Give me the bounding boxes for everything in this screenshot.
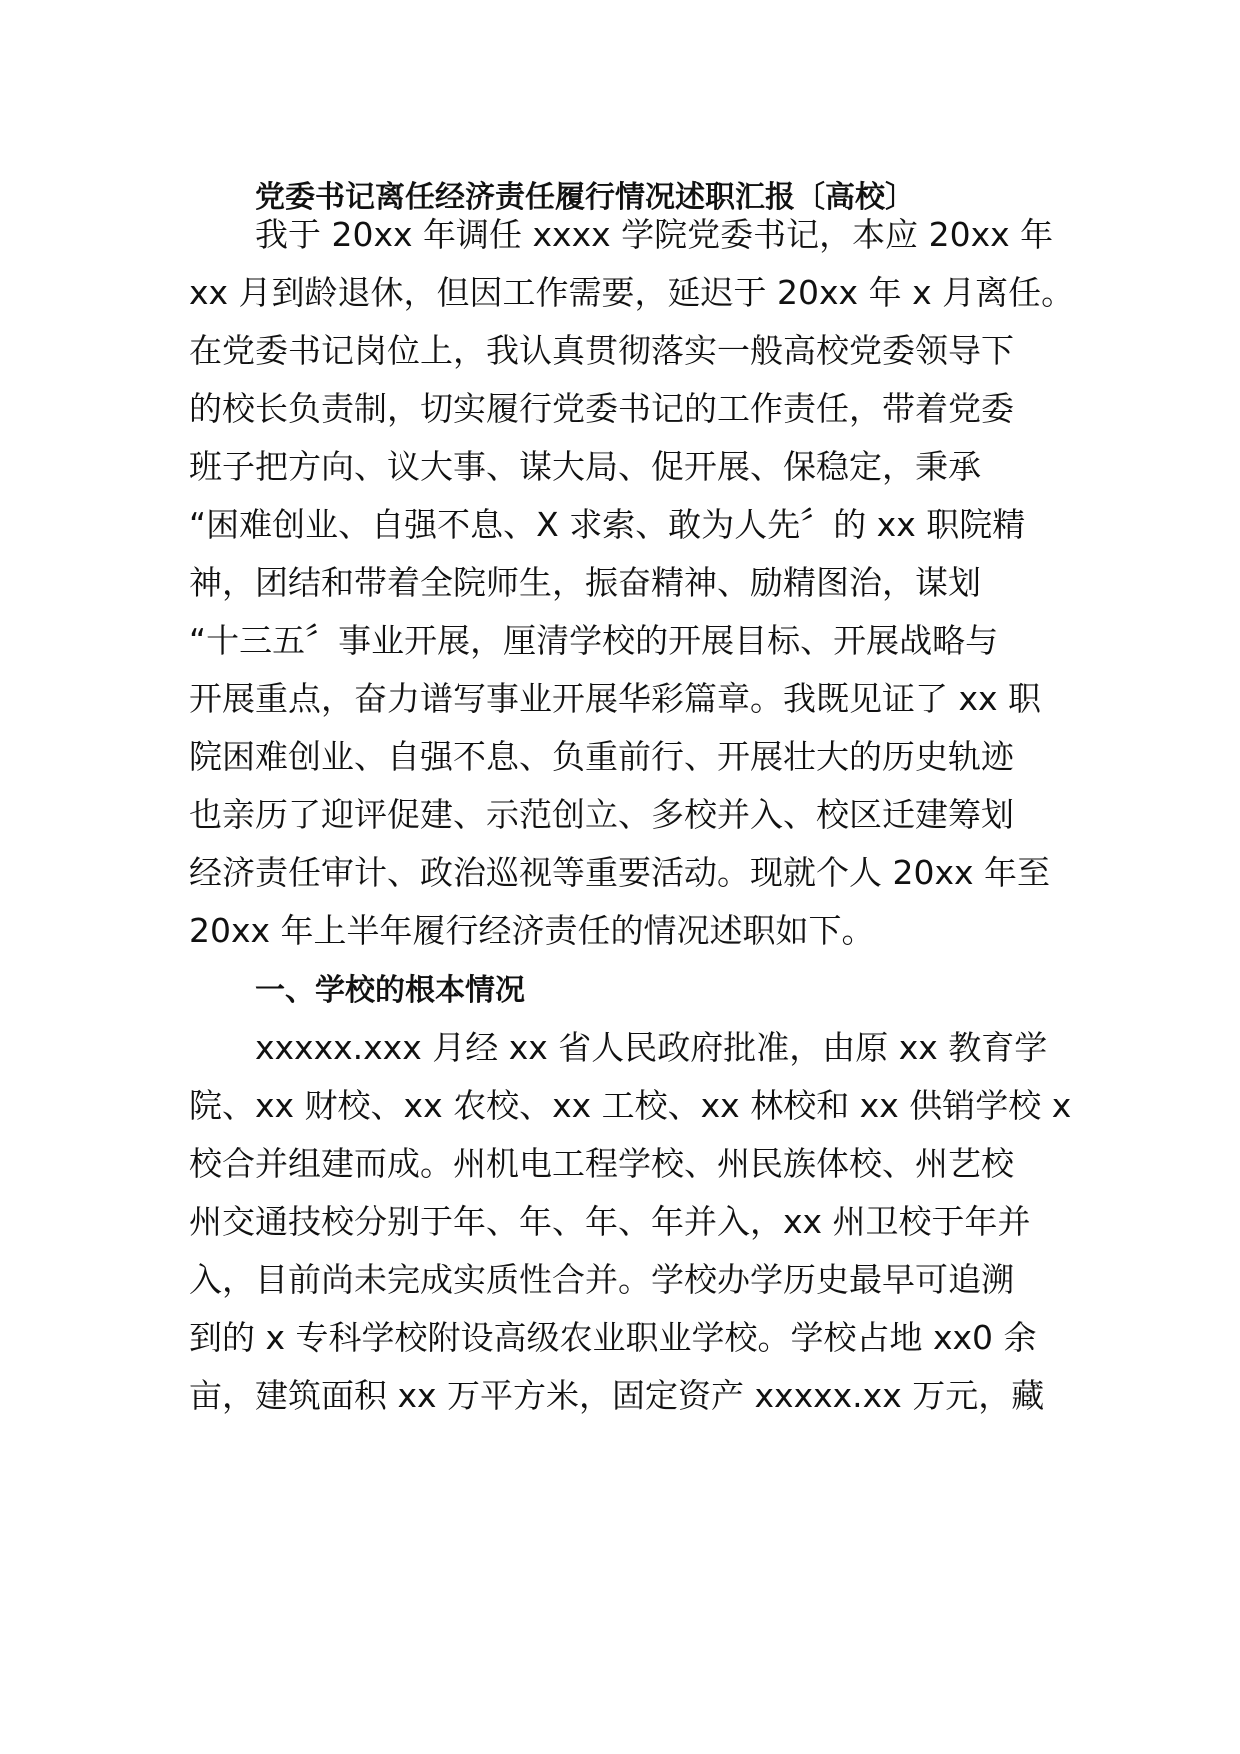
paragraph-line: 我于 20xx 年调任 xxxx 学院党委书记，本应 20xx 年: [255, 215, 1054, 254]
paragraph-line: 到的 x 专科学校附设高级农业职业学校。学校占地 xx0 余: [189, 1318, 1037, 1357]
paragraph-line: 神，团结和带着全院师生，振奋精神、励精图治，谋划: [189, 563, 981, 602]
paragraph-line: 班子把方向、议大事、谋大局、促开展、保稳定，秉承: [189, 447, 981, 486]
paragraph-line: “十三五〞事业开展，厘清学校的开展目标、开展战略与: [189, 621, 999, 660]
paragraph-line: 20xx 年上半年履行经济责任的情况述职如下。: [189, 911, 875, 950]
paragraph-line: “困难创业、自强不息、X 求索、敢为人先〞的 xx 职院精: [189, 505, 1026, 544]
paragraph-line: xx 月到龄退休，但因工作需要，延迟于 20xx 年 x 月离任。: [189, 273, 1075, 312]
paragraph-line: 经济责任审计、政治巡视等重要活动。现就个人 20xx 年至: [189, 853, 1051, 892]
paragraph-line: 院、xx 财校、xx 农校、xx 工校、xx 林校和 xx 供销学校 x: [189, 1086, 1072, 1125]
paragraph-line: 州交通技校分别于年、年、年、年并入，xx 州卫校于年并: [189, 1202, 1031, 1241]
paragraph-line: 开展重点，奋力谱写事业开展华彩篇章。我既见证了 xx 职: [189, 679, 1042, 718]
paragraph-line: 亩，建筑面积 xx 万平方米，固定资产 xxxxx.xx 万元，藏: [189, 1376, 1045, 1415]
paragraph-line: 也亲历了迎评促建、示范创立、多校并入、校区迁建筹划: [189, 795, 1014, 834]
section-heading: 一、学校的根本情况: [255, 973, 525, 1008]
paragraph-line: 校合并组建而成。州机电工程学校、州民族体校、州艺校: [189, 1144, 1014, 1183]
paragraph-line: 院困难创业、自强不息、负重前行、开展壮大的历史轨迹: [189, 737, 1014, 776]
paragraph-line: 入，目前尚未完成实质性合并。学校办学历史最早可追溯: [189, 1260, 1014, 1299]
paragraph-line: 在党委书记岗位上，我认真贯彻落实一般高校党委领导下: [189, 331, 1014, 370]
paragraph-line: xxxxx.xxx 月经 xx 省人民政府批准，由原 xx 教育学: [255, 1028, 1048, 1067]
paragraph-line: 的校长负责制，切实履行党委书记的工作责任，带着党委: [189, 389, 1014, 428]
document-title: 党委书记离任经济责任履行情况述职汇报〔高校〕: [255, 180, 915, 215]
